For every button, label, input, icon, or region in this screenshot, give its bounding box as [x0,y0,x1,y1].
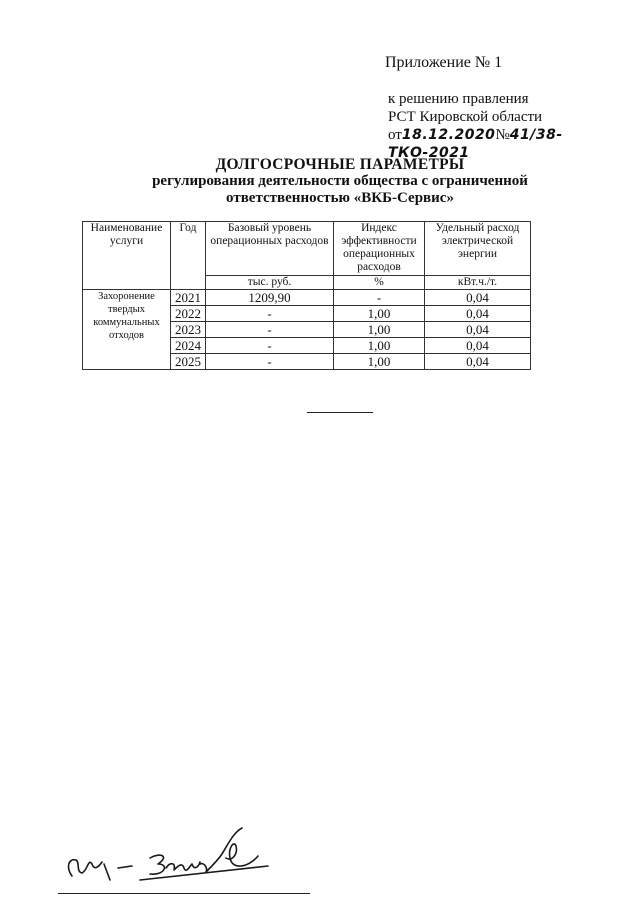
title-line-2: регулирования деятельности общества с ограниченной [152,173,528,189]
parameters-table [82,221,531,370]
row-efficiency: 1,00 [334,306,425,322]
decision-from-label: от [388,127,402,143]
row-energy: 0,04 [425,354,531,370]
row-base-level: - [206,306,334,322]
decision-line-2: РСТ Кировской области [388,109,543,125]
decision-number-label: № [495,127,510,143]
row-base-level: - [206,338,334,354]
row-energy: 0,04 [425,306,531,322]
unit-base-level: тыс. руб. [206,276,334,290]
row-year: 2024 [171,338,206,354]
decision-line-1: к решению правления [388,91,529,107]
table-header-row [83,222,531,276]
unit-efficiency: % [334,276,425,290]
document-title [90,156,590,207]
header-year: Год [171,222,206,290]
row-year: 2025 [171,354,206,370]
row-year: 2022 [171,306,206,322]
end-divider [307,412,373,413]
row-energy: 0,04 [425,338,531,354]
unit-energy: кВт.ч./т. [425,276,531,290]
row-base-level: - [206,354,334,370]
footer-rule [58,893,310,894]
row-energy: 0,04 [425,322,531,338]
header-base-level: Базовый уровень операционных расходов [206,222,334,276]
header-efficiency: Индекс эффективности операционных расходов [334,222,425,276]
title-line-1: ДОЛГОСРОЧНЫЕ ПАРАМЕТРЫ [215,156,465,173]
row-base-level: - [206,322,334,338]
title-line-3: ответственностью «ВКБ-Сервис» [226,190,454,206]
row-efficiency: 1,00 [334,322,425,338]
row-year: 2023 [171,322,206,338]
decision-reference [388,90,640,162]
handwritten-signature [58,818,288,890]
appendix-number: Приложение № 1 [385,54,503,71]
row-efficiency: - [334,290,425,306]
service-name: Захоронение твердых коммунальных отходов [83,290,171,370]
header-energy: Удельный расход электрической энергии [425,222,531,276]
table-row [83,290,531,306]
decision-date: 18.12.2020 [401,127,496,143]
row-energy: 0,04 [425,290,531,306]
header-service: Наименование услуги [83,222,171,290]
row-efficiency: 1,00 [334,354,425,370]
decision-number: 41/38-ТКО-2021 [388,127,563,161]
row-efficiency: 1,00 [334,338,425,354]
row-base-level: 1209,90 [206,290,334,306]
row-year: 2021 [171,290,206,306]
